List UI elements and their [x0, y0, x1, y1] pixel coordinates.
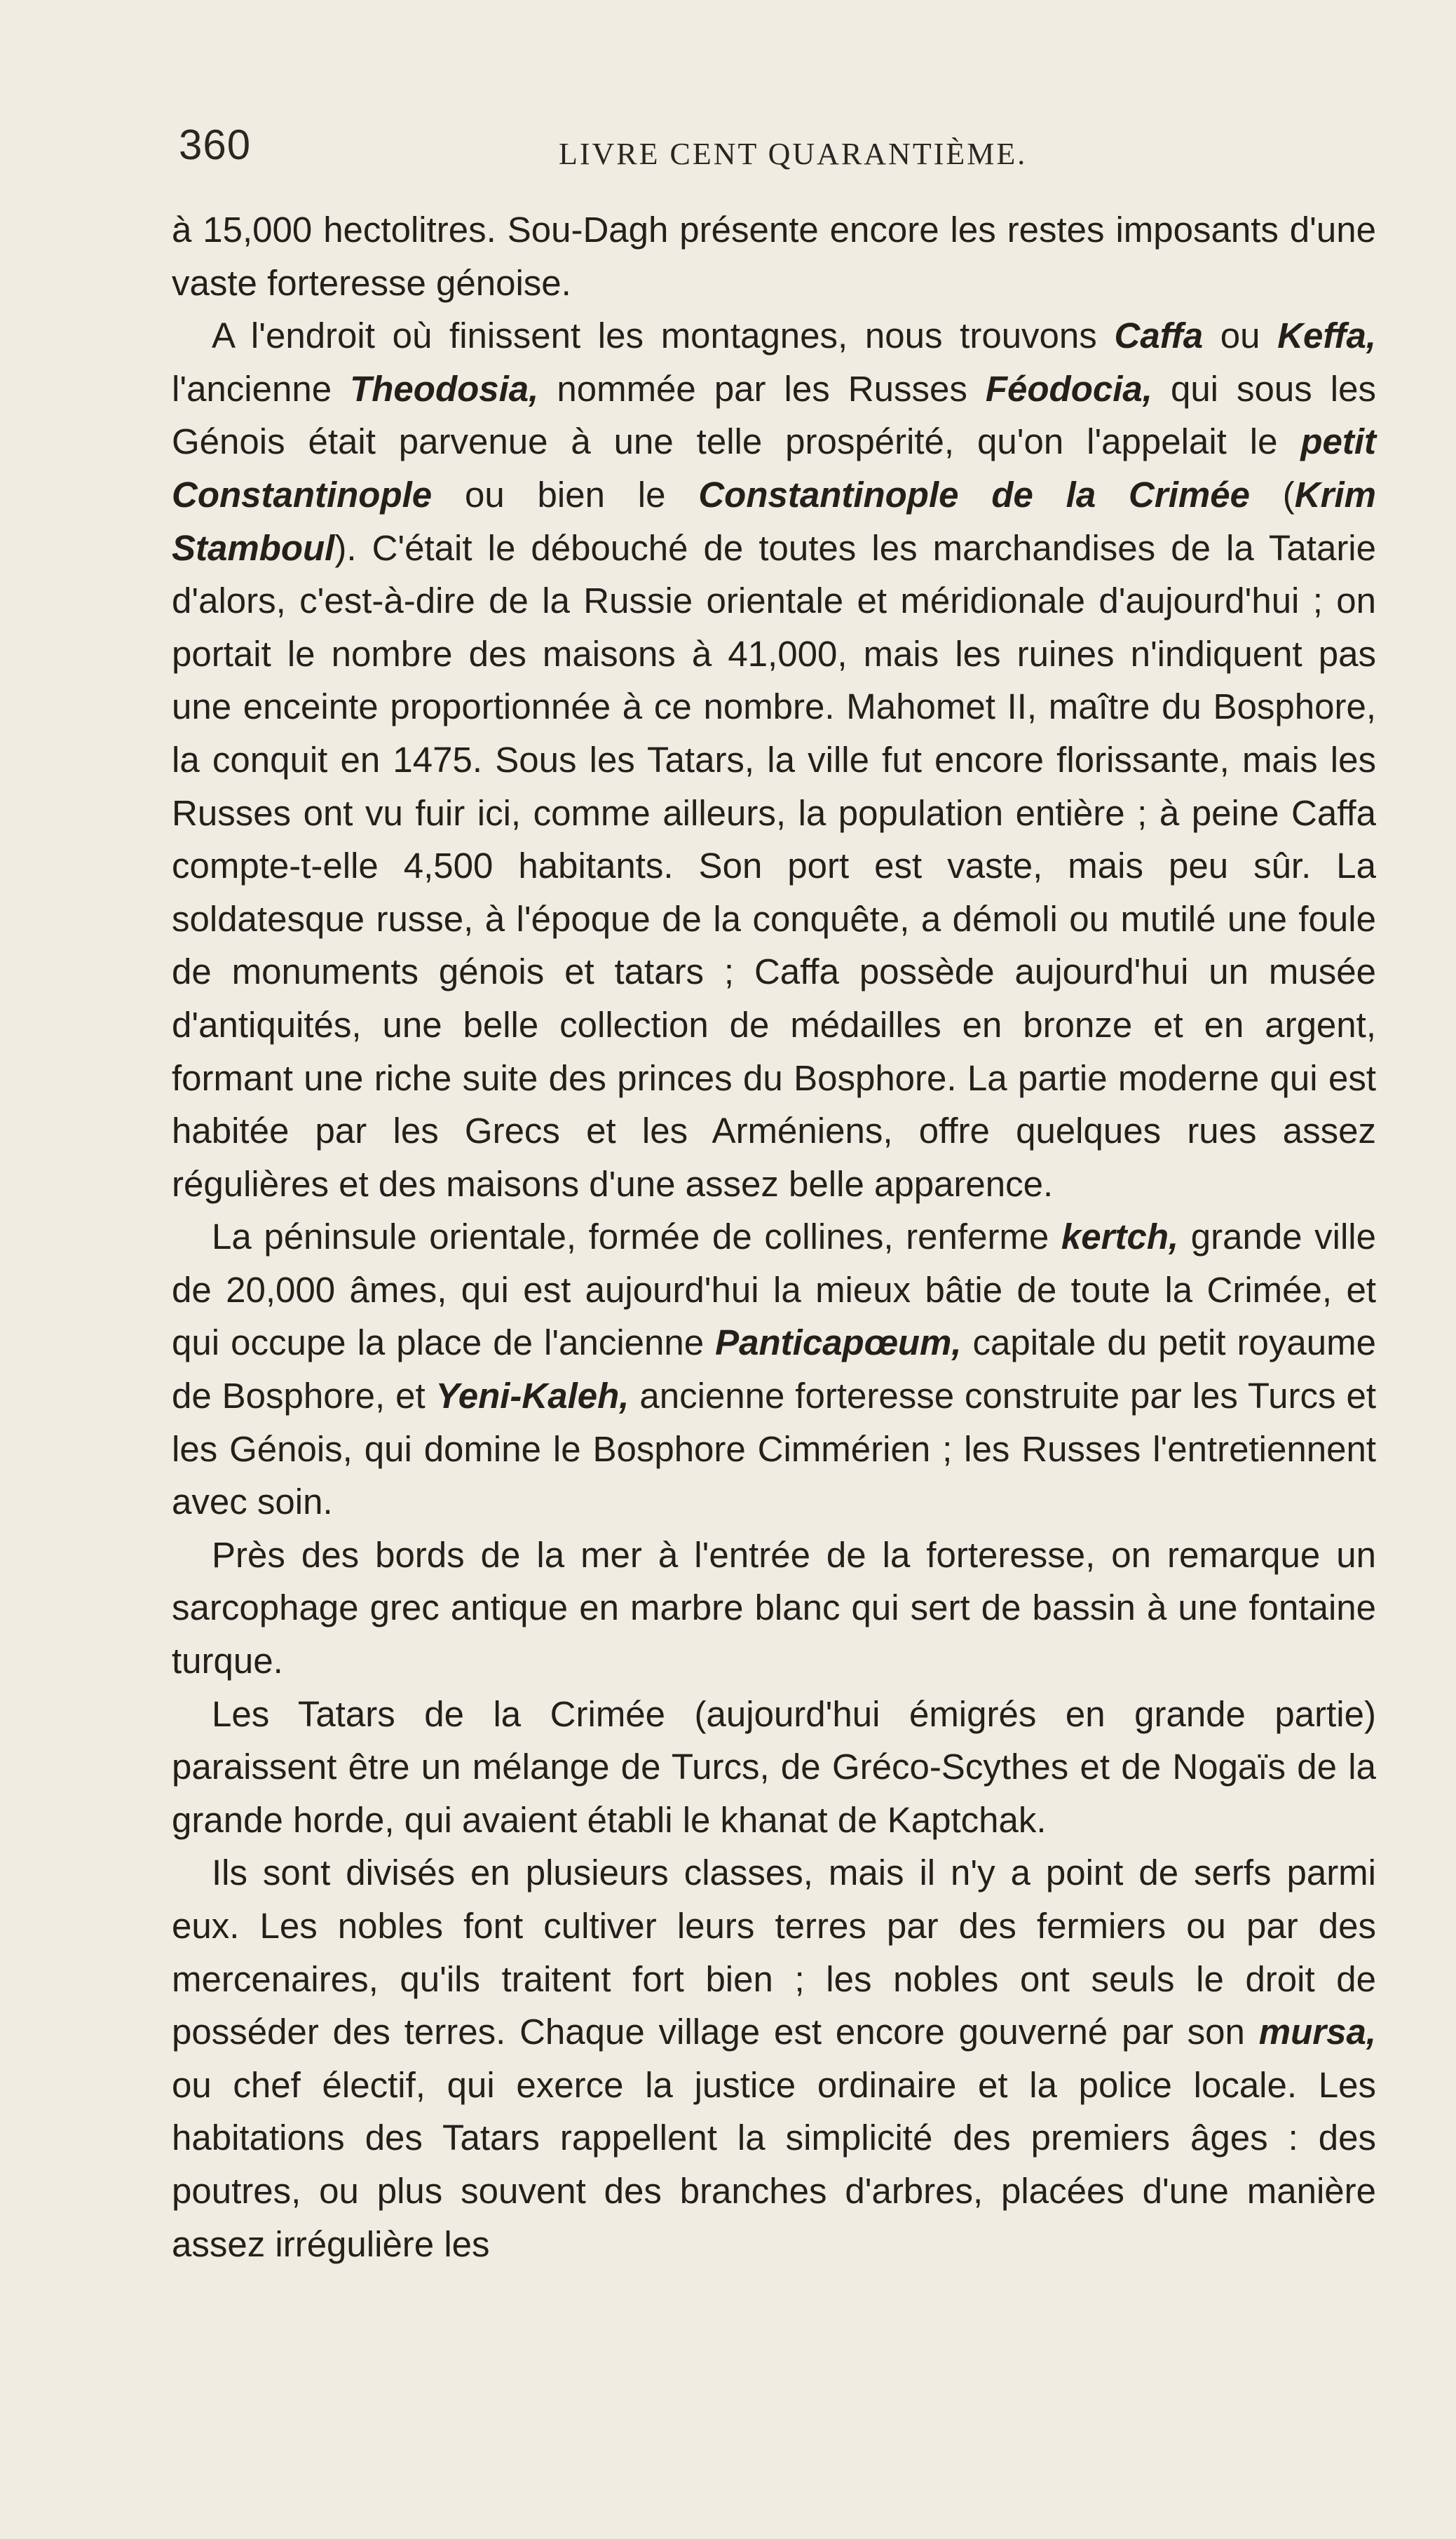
- text-run: qui sous les Génois était parvenue à une telle prospérité, qu'on l'appelait le: [172, 368, 1376, 462]
- italic-term: Krim Stamboul: [172, 474, 1376, 568]
- paragraph: [172, 1846, 1376, 2270]
- italic-term: mursa,: [1258, 2012, 1376, 2052]
- paragraph: [172, 203, 1376, 309]
- text-run: A l'endroit où finissent les montagnes, nous trouvons: [212, 316, 1115, 356]
- italic-term: kertch,: [1061, 1217, 1179, 1257]
- italic-term: Yeni-Kaleh,: [435, 1376, 630, 1416]
- italic-term: Constantinople de la Crimée: [698, 474, 1250, 515]
- text-run: ou bien le: [432, 474, 699, 515]
- paragraph: [172, 1210, 1376, 1529]
- text-run: grande ville de 20,000 âmes, qui est aujourd'hui la mieux bâtie de toute la Crimée, et qui occupe la place de l'ancienne: [172, 1217, 1377, 1363]
- paragraph: [172, 1688, 1376, 1847]
- text-run: (: [1249, 474, 1295, 515]
- text-run: nommée par les Russes: [538, 368, 986, 409]
- italic-term: Keffa,: [1277, 316, 1376, 356]
- paragraph: [172, 1529, 1376, 1688]
- text-run: La péninsule orientale, formée de collines, renferme: [212, 1217, 1061, 1257]
- page-number: 360: [179, 121, 252, 168]
- text-run: capitale du petit royaume de Bosphore, et: [172, 1322, 1376, 1416]
- body-text: [172, 203, 1376, 2270]
- text-run: à 15,000 hectolitres. Sou-Dagh présente encore les restes imposants d'une vaste forteresse génoise.: [172, 210, 1376, 303]
- text-run: Ils sont divisés en plusieurs classes, mais il n'y a point de serfs parmi eux. Les nobles font cultiver leurs terres par des fermiers ou par des mercenaires, qu'ils traitent fort bien ; les nobles ont seuls le droit de posséder des terres. Chaque village est encore gouverné par son: [172, 1853, 1376, 2052]
- text-run: ou chef électif, qui exerce la justice ordinaire et la police locale. Les habitations des Tatars rappellent la simplicité des premiers âges : des poutres, ou plus souvent des branches d'arbres, placées d'une manière assez irrégulière les: [172, 2064, 1376, 2264]
- italic-term: Theodosia,: [350, 368, 539, 409]
- text-run: l'ancienne: [172, 368, 351, 409]
- text-run: Près des bords de la mer à l'entrée de la forteresse, on remarque un sarcophage grec antique en marbre blanc qui sert de bassin à une fontaine turque.: [172, 1534, 1376, 1681]
- italic-term: Féodocia,: [985, 368, 1152, 409]
- italic-term: petit Constantinople: [172, 421, 1376, 515]
- page-header: [179, 121, 1370, 184]
- italic-term: Caffa: [1114, 316, 1204, 356]
- text-run: ancienne forteresse construite par les Turcs et les Génois, qui domine le Bosphore Cimmérien ; les Russes l'entretiennent avec soin.: [172, 1376, 1376, 1522]
- paragraph: [172, 309, 1376, 1210]
- text-run: Les Tatars de la Crimée (aujourd'hui émigrés en grande partie) paraissent être un mélange de Turcs, de Gréco-Scythes et de Nogaïs de la grande horde, qui avaient établi le khanat de Kaptchak.: [172, 1693, 1376, 1840]
- text-run: ). C'était le débouché de toutes les marchandises de la Tatarie d'alors, c'est-à-dire de la Russie orientale et méridionale d'aujourd'hui ; on portait le nombre des maisons à 41,000, mais les ruines n'indiquent pas une enceinte proportionnée à ce nombre. Mahomet II, maître du Bosphore, la conquit en 1475. Sous les Tatars, la ville fut encore florissante, mais les Russes ont vu fuir ici, comme ailleurs, la population entière ; à peine Caffa compte-t-elle 4,500 habitants. Son port est vaste, mais peu sûr. La soldatesque russe, à l'époque de la conquête, a démoli ou mutilé une foule de monuments génois et tatars ; Caffa possède aujourd'hui un musée d'antiquités, une belle collection de médailles en bronze et en argent, formant une riche suite des princes du Bosphore. La partie moderne qui est habitée par les Grecs et les Arméniens, offre quelques rues assez régulières et des maisons d'une assez belle apparence.: [172, 527, 1376, 1204]
- running-title: LIVRE CENT QUARANTIÈME.: [559, 137, 1028, 171]
- text-run: ou: [1203, 316, 1278, 356]
- italic-term: Panticapœum,: [715, 1322, 962, 1363]
